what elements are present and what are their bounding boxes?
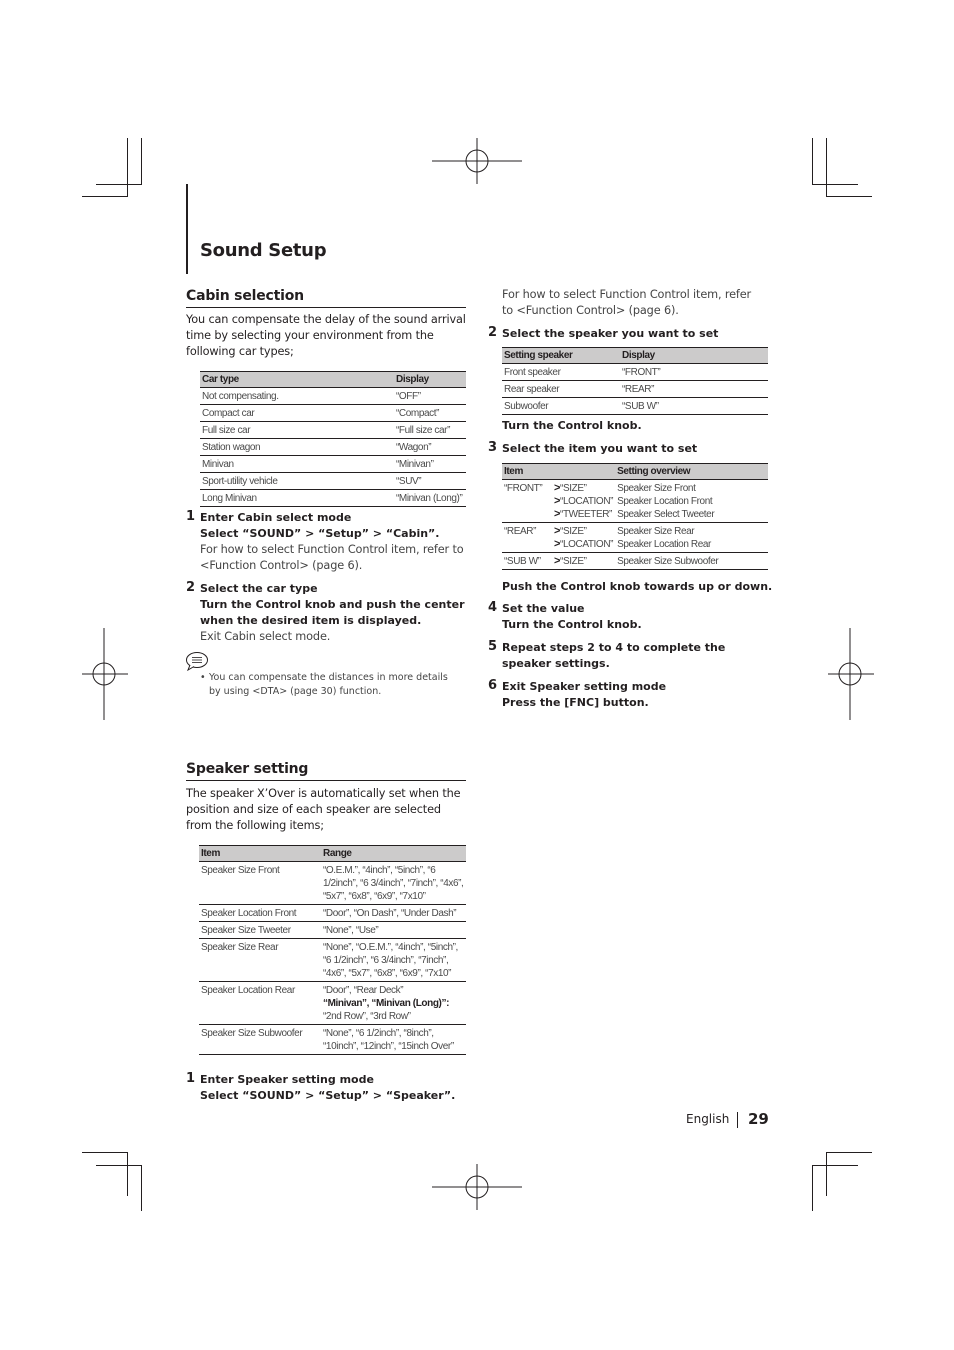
table-header: Item — [502, 464, 552, 480]
item-overview-table — [502, 463, 768, 570]
memo-icon — [185, 651, 209, 671]
table-row — [502, 364, 768, 381]
sub-item: “TWEETER” — [560, 509, 612, 520]
cell: Speaker Location Rear — [199, 982, 321, 1025]
table-header: Setting speaker — [502, 348, 620, 364]
table-row — [200, 439, 466, 456]
table-header: Range — [321, 846, 466, 862]
cell: “Full size car” — [394, 422, 466, 439]
cell: Speaker Size Tweeter — [199, 922, 321, 939]
speaker-step-3 — [488, 440, 768, 457]
cell: Speaker Location Front — [199, 905, 321, 922]
speaker-intro: The speaker X’Over is automatically set when the position and size of each speaker are selected from the following items; — [186, 787, 461, 832]
step-3-after: Push the Control knob towards up or down. — [502, 580, 773, 593]
cell: Minivan — [200, 456, 394, 473]
table-row — [200, 456, 466, 473]
cell: “Minivan” — [394, 456, 466, 473]
table-header: Display — [620, 348, 768, 364]
cell: “REAR” — [502, 523, 552, 553]
arrow-right-icon: > — [554, 508, 561, 520]
sub-item: “SIZE” — [560, 483, 587, 494]
registration-mark-right — [826, 628, 874, 720]
cell: Full size car — [200, 422, 394, 439]
arrow-right-icon: > — [554, 495, 561, 507]
cell: Rear speaker — [502, 381, 620, 398]
step-number: 3 — [488, 440, 498, 455]
speaker-heading: Speaker setting — [186, 761, 309, 777]
table-row — [199, 939, 466, 982]
table-row — [199, 982, 466, 1025]
cell: “Minivan (Long)” — [394, 490, 466, 507]
table-row — [502, 398, 768, 415]
step-title: Enter Cabin select mode — [200, 511, 352, 524]
table-row — [502, 523, 768, 553]
registration-mark-bottom — [432, 1164, 524, 1212]
title-bar — [186, 184, 188, 274]
table-header: Display — [394, 372, 466, 388]
cell: “None”, “6 1/2inch”, “8inch”, “10inch”, “12inch”, “15inch Over” — [321, 1025, 466, 1055]
cell: “SUV” — [394, 473, 466, 490]
cell: “OFF” — [394, 388, 466, 405]
menu-path-item: “Setup” — [318, 1089, 369, 1102]
table-row — [502, 553, 768, 570]
arrow-right-icon: > — [372, 1089, 383, 1102]
table-header: Item — [199, 846, 321, 862]
cell: “Compact” — [394, 405, 466, 422]
speaker-heading-rule — [186, 780, 466, 781]
cell: “REAR” — [620, 381, 768, 398]
table-row — [200, 473, 466, 490]
cell: “None”, “O.E.M.”, “4inch”, “5inch”, “6 1/2inch”, “6 3/4inch”, “7inch”, “4x6”, “5x7”, “6x8”, “6x9”, “7x10” — [321, 939, 466, 982]
function-control-note: For how to select Function Control item, refer to <Function Control> (page 6). — [502, 288, 752, 317]
menu-path-item: “Setup” — [318, 527, 369, 540]
table-row — [200, 405, 466, 422]
table-header: Car type — [200, 372, 394, 388]
cell: Speaker Size Rear — [199, 939, 321, 982]
cell: “Wagon” — [394, 439, 466, 456]
table-row — [200, 490, 466, 507]
step-title: Enter Speaker setting mode — [200, 1073, 374, 1086]
overview: Speaker Location Front — [617, 496, 713, 507]
cell: Front speaker — [502, 364, 620, 381]
cell: Compact car — [200, 405, 394, 422]
step-2-after: Turn the Control knob. — [502, 419, 642, 432]
step-number: 2 — [186, 580, 196, 595]
table-row — [199, 922, 466, 939]
cell: “O.E.M.”, “4inch”, “5inch”, “6 1/2inch”, “6 3/4inch”, “7inch”, “4x6”, “5x7”, “6x8”, “6x9”, “7x10” — [321, 862, 466, 905]
arrow-right-icon: > — [305, 1089, 315, 1102]
step-instruction: Turn the Control knob. — [502, 618, 642, 631]
arrow-right-icon: > — [372, 527, 383, 540]
speaker-step-6 — [488, 678, 768, 711]
table-row — [200, 388, 466, 405]
step-title: Repeat steps 2 to 4 to complete the speaker settings. — [502, 641, 726, 670]
arrow-right-icon: > — [554, 482, 561, 494]
arrow-right-icon: > — [554, 538, 561, 550]
cell: Not compensating. — [200, 388, 394, 405]
step-title: Select the speaker you want to set — [502, 327, 719, 340]
step-title: Set the value — [502, 602, 585, 615]
menu-path-item: Select “SOUND” — [200, 527, 302, 540]
cell — [321, 982, 466, 1025]
cabin-step-2 — [186, 580, 468, 645]
overview: Speaker Size Rear — [617, 526, 695, 537]
memo-note — [200, 671, 462, 699]
step-number: 4 — [488, 600, 498, 615]
cell — [552, 553, 615, 570]
page-title: Sound Setup — [200, 240, 327, 261]
cell: “SUB W” — [502, 553, 552, 570]
arrow-right-icon: > — [554, 525, 561, 537]
step-number: 6 — [488, 678, 498, 693]
speaker-step-1 — [186, 1071, 468, 1104]
step-title: Select the car type — [200, 582, 318, 595]
footer-divider — [737, 1112, 738, 1128]
table-row — [502, 480, 768, 523]
step-number: 5 — [488, 639, 498, 654]
arrow-right-icon: > — [305, 527, 315, 540]
speaker-step-4 — [488, 600, 768, 633]
cell: Speaker Size Subwoofer — [199, 1025, 321, 1055]
overview: Speaker Size Front — [617, 483, 696, 494]
menu-path-item: “Speaker”. — [385, 1089, 456, 1102]
memo-text: You can compensate the distances in more details by using <DTA> (page 30) function. — [209, 672, 448, 697]
sub-item: “LOCATION” — [560, 539, 614, 550]
step-number: 1 — [186, 1071, 196, 1086]
step-number: 1 — [186, 509, 196, 524]
cell: “SUB W” — [620, 398, 768, 415]
step-instruction: Press the [FNC] button. — [502, 696, 649, 709]
sub-item: “SIZE” — [560, 526, 587, 537]
sub-item: “SIZE” — [560, 556, 587, 567]
arrow-right-icon: > — [554, 555, 561, 567]
step-note: Exit Cabin select mode. — [200, 630, 331, 643]
car-type-table — [200, 371, 466, 507]
menu-path-item: Select “SOUND” — [200, 1089, 302, 1102]
cabin-heading-rule — [186, 307, 466, 308]
cell: Sport-utility vehicle — [200, 473, 394, 490]
setting-speaker-table — [502, 347, 768, 415]
bullet: • — [200, 672, 206, 683]
cell: Speaker Size Front — [199, 862, 321, 905]
footer-language: English — [686, 1112, 730, 1126]
cell: “FRONT” — [502, 480, 552, 523]
cabin-heading: Cabin selection — [186, 288, 304, 304]
table-row — [200, 422, 466, 439]
step-note: For how to select Function Control item, refer to <Function Control> (page 6). — [200, 543, 464, 572]
step-instruction: Turn the Control knob and push the center when the desired item is displayed. — [200, 598, 465, 627]
range-text: “Door”, “Rear Deck” — [323, 985, 404, 996]
registration-mark-left — [82, 628, 130, 720]
cell — [615, 480, 768, 523]
cell: Subwoofer — [502, 398, 620, 415]
table-header: Setting overview — [615, 464, 768, 480]
table-row — [502, 381, 768, 398]
overview: Speaker Select Tweeter — [617, 509, 715, 520]
cell: “None”, “Use” — [321, 922, 466, 939]
page-number: 29 — [748, 1110, 769, 1128]
table-header — [552, 464, 615, 480]
cell — [615, 523, 768, 553]
step-title: Exit Speaker setting mode — [502, 680, 667, 693]
overview: Speaker Size Subwoofer — [617, 556, 719, 567]
cell: “FRONT” — [620, 364, 768, 381]
range-condition: “Minivan”, “Minivan (Long)”: — [323, 998, 450, 1009]
table-row — [199, 862, 466, 905]
step-selection — [200, 1088, 468, 1104]
speaker-range-table — [199, 845, 466, 1055]
speaker-step-5 — [488, 639, 768, 672]
cell: “Door”, “On Dash”, “Under Dash” — [321, 905, 466, 922]
cabin-intro: You can compensate the delay of the sound arrival time by selecting your environment from the following car types; — [186, 313, 466, 358]
table-row — [199, 1025, 466, 1055]
cell — [552, 523, 615, 553]
cell — [552, 480, 615, 523]
cell — [615, 553, 768, 570]
step-selection — [200, 526, 468, 542]
cell: Long Minivan — [200, 490, 394, 507]
step-number: 2 — [488, 325, 498, 340]
table-row — [199, 905, 466, 922]
range-text: “2nd Row”, “3rd Row” — [323, 1011, 411, 1022]
cell: Station wagon — [200, 439, 394, 456]
speaker-step-2 — [488, 325, 768, 342]
overview: Speaker Location Rear — [617, 539, 711, 550]
menu-path-item: “Cabin”. — [385, 527, 440, 540]
sub-item: “LOCATION” — [560, 496, 614, 507]
registration-mark-top — [432, 138, 524, 186]
step-title: Select the item you want to set — [502, 442, 698, 455]
cabin-step-1 — [186, 509, 468, 574]
